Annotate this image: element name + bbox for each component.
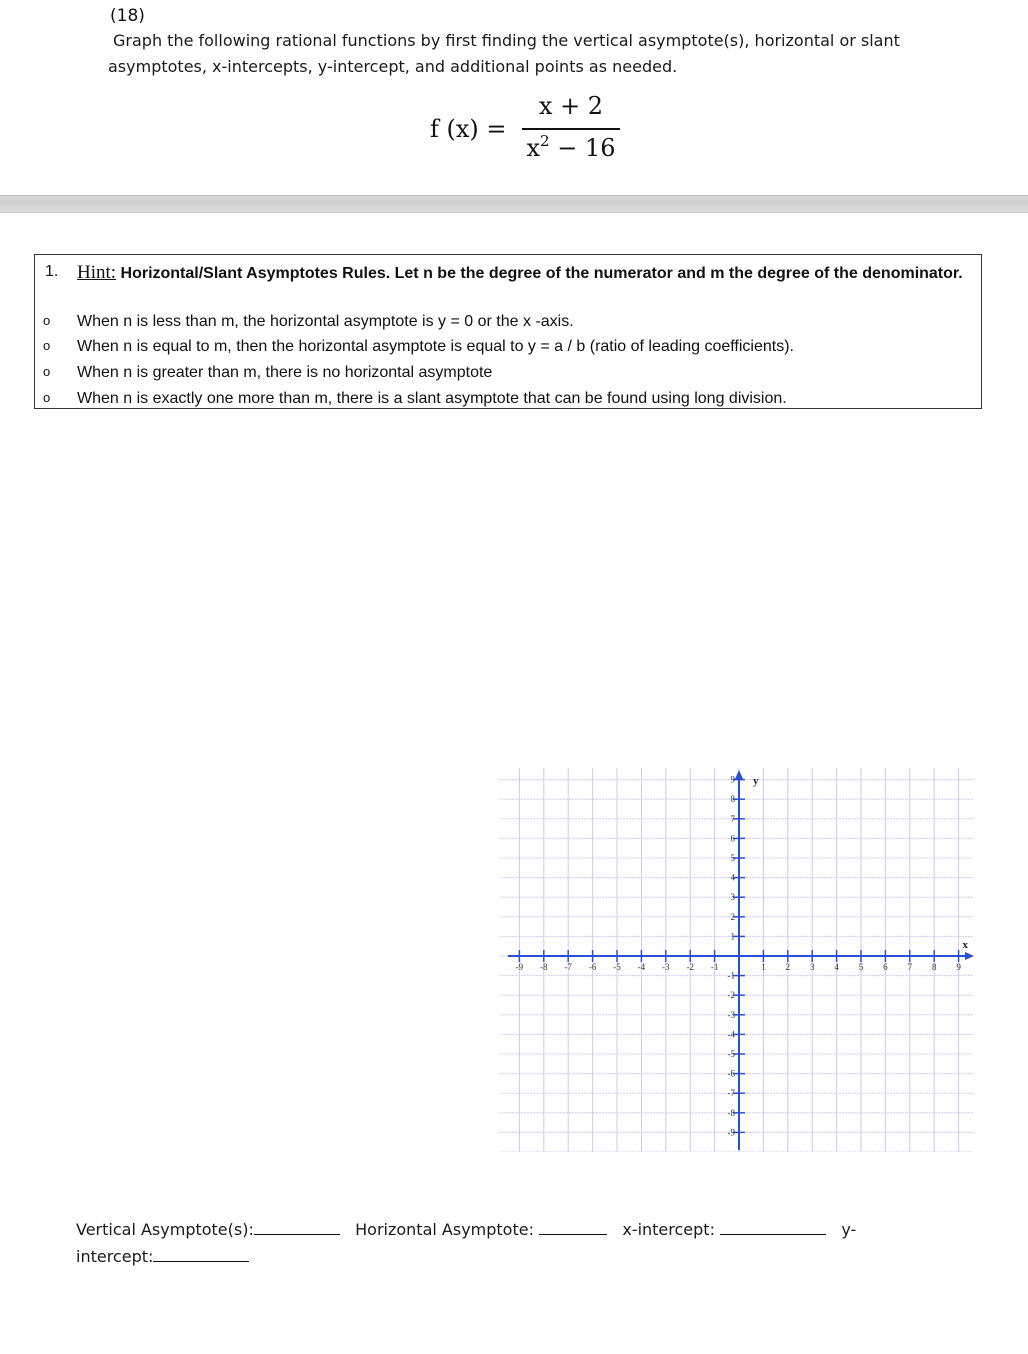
hint-title-text: Horizontal/Slant Asymptotes Rules. Let n be the degree of the numerator and m the degree of the denominator. (116, 265, 963, 282)
hint-box (34, 254, 982, 409)
x-tick-label: 5 (858, 962, 864, 972)
x-tick-label: 6 (883, 962, 888, 972)
x-intercept-label: x-intercept: (622, 1220, 715, 1239)
x-tick-label: 2 (785, 962, 791, 972)
x-tick-label: -6 (588, 962, 597, 972)
y-tick-label: 9 (730, 774, 735, 785)
rule-text: When n is greater than m, there is no horizontal asymptote (77, 364, 493, 381)
x-tick-label: 7 (907, 962, 913, 972)
denominator-rest: − 16 (549, 134, 616, 162)
hint-number: 1. (45, 263, 59, 280)
bullet-icon: o (43, 338, 51, 353)
y-tick-label: -7 (727, 1088, 735, 1099)
bullet-icon: o (43, 390, 51, 405)
formula-lhs: f (x) = (430, 115, 507, 143)
coordinate-grid[interactable] (500, 768, 974, 1152)
x-axis-label: x (962, 939, 968, 951)
x-tick-label: -3 (662, 962, 670, 972)
formula-denominator (522, 132, 620, 162)
x-tick-label: 8 (931, 962, 937, 972)
y-tick-label: -4 (727, 1029, 735, 1040)
y-tick-label: 3 (730, 892, 735, 903)
x-tick-label: -9 (515, 962, 524, 972)
x-tick-label: -7 (564, 962, 572, 972)
y-axis-arrow-icon (735, 770, 743, 779)
vertical-asymptote-blank[interactable] (254, 1220, 340, 1235)
y-tick-label: -8 (727, 1107, 735, 1118)
y-intercept-blank[interactable] (153, 1247, 249, 1262)
rule-text: When n is exactly one more than m, there is a slant asymptote that can be found using long division. (77, 390, 787, 407)
y-axis-label: y (753, 775, 759, 787)
bullet-icon: o (43, 313, 51, 328)
y-tick-label: 5 (730, 853, 735, 863)
x-tick-label: 4 (834, 962, 839, 972)
x-tick-label: -4 (637, 962, 646, 972)
y-tick-label: -2 (727, 990, 735, 1001)
bullet-icon: o (43, 364, 51, 379)
formula-numerator: x + 2 (538, 92, 604, 120)
horizontal-asymptote-label: Horizontal Asymptote: (355, 1220, 534, 1239)
y-tick-label: -5 (727, 1049, 735, 1059)
y-intercept-label-part1: y- (841, 1220, 857, 1239)
y-tick-label: -6 (727, 1068, 735, 1079)
instructions-line-2: asymptotes, x-intercepts, y-intercept, and additional points as needed. (108, 57, 678, 76)
x-intercept-blank[interactable] (720, 1220, 826, 1235)
x-tick-label: 1 (761, 962, 766, 972)
x-axis-arrow-icon (965, 952, 974, 960)
y-tick-label: -1 (727, 970, 735, 981)
answer-section (76, 1216, 906, 1270)
denominator-base: x (526, 134, 541, 162)
x-tick-label: -1 (710, 962, 719, 972)
x-tick-label: -5 (613, 962, 621, 972)
hint-label: Hint: (77, 262, 117, 283)
rule-text: When n is equal to m, then the horizontal asymptote is equal to y = a / b (ratio of leading coefficients). (77, 338, 794, 355)
x-tick-label: 3 (809, 962, 815, 972)
horizontal-asymptote-blank[interactable] (539, 1220, 607, 1235)
section-divider (0, 195, 1028, 213)
y-tick-label: -9 (727, 1127, 735, 1138)
y-tick-label: 4 (730, 872, 735, 883)
y-tick-label: -3 (727, 1009, 735, 1020)
vertical-asymptote-label: Vertical Asymptote(s): (76, 1220, 254, 1239)
y-tick-label: 2 (730, 911, 735, 922)
hint-title (77, 260, 967, 286)
denominator-exponent: 2 (540, 132, 550, 150)
x-tick-label: -8 (540, 962, 548, 972)
y-tick-label: 6 (730, 833, 735, 844)
y-tick-label: 1 (730, 931, 735, 942)
x-tick-label: -2 (686, 962, 694, 972)
instructions (108, 28, 928, 80)
y-tick-label: 8 (730, 794, 735, 805)
instructions-line-1: Graph the following rational functions by first finding the vertical asymptote(s), horizontal or slant (113, 31, 900, 50)
x-tick-label: 9 (956, 962, 961, 972)
fraction-bar (522, 128, 620, 130)
y-tick-label: 7 (730, 813, 735, 824)
rule-text: When n is less than m, the horizontal asymptote is y = 0 or the x -axis. (77, 313, 574, 330)
problem-number: (18) (110, 6, 145, 26)
y-intercept-label-part2: intercept: (76, 1247, 154, 1266)
